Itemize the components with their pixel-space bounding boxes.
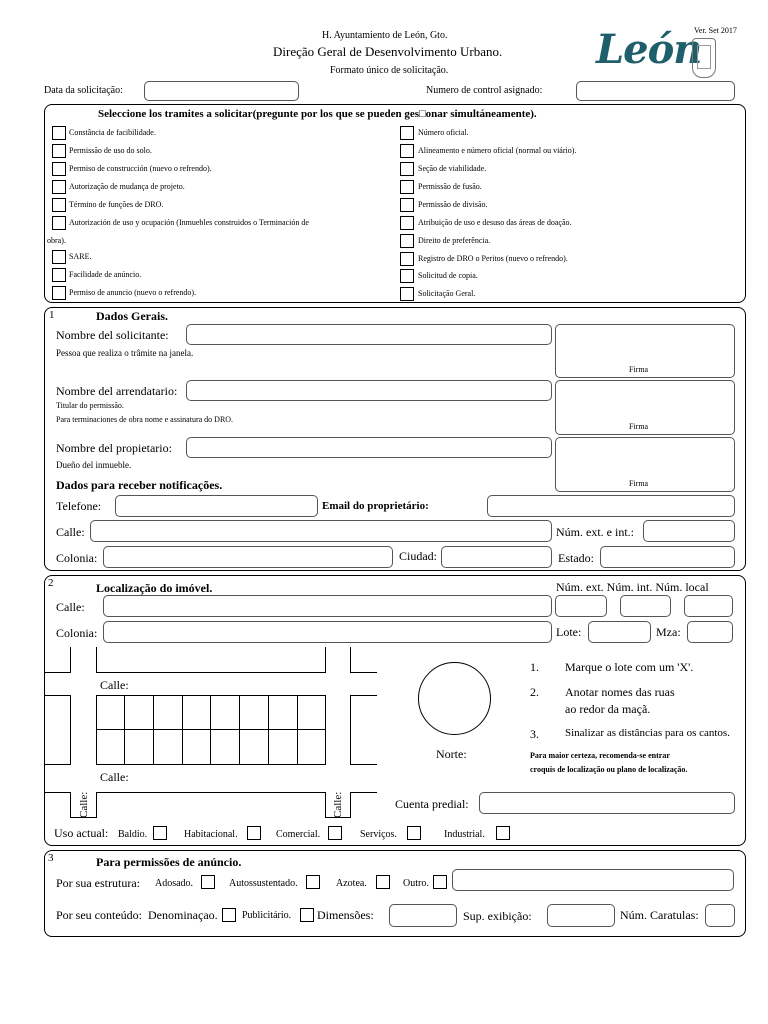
- version-label: Ver. Set 2017: [694, 26, 737, 35]
- tramite-label: Registro de DRO o Peritos (nuevo o refrendo).: [418, 254, 568, 263]
- instr-2a: Anotar nomes das ruas: [565, 685, 675, 699]
- tramite-checkbox[interactable]: [52, 268, 66, 282]
- tramite-label: Permissão de fusão.: [418, 182, 482, 191]
- caratulas-input[interactable]: [705, 904, 735, 927]
- azotea-checkbox[interactable]: [376, 875, 390, 889]
- tramite-checkbox[interactable]: [400, 162, 414, 176]
- colonia-input[interactable]: [103, 546, 393, 568]
- loc-num-local-input[interactable]: [684, 595, 733, 617]
- arrendatario-note1: Titular do permissão.: [56, 401, 124, 410]
- adosado-checkbox[interactable]: [201, 875, 215, 889]
- loc-calle-label: Calle:: [56, 600, 85, 614]
- tramite-label: Facilidade de anúncio.: [69, 270, 142, 279]
- outro-checkbox[interactable]: [433, 875, 447, 889]
- arrendatario-note2: Para terminaciones de obra nome e assinatura do DRO.: [56, 415, 234, 424]
- loc-num-int-input[interactable]: [620, 595, 671, 617]
- tramite-label: Seção de viabilidade.: [418, 164, 487, 173]
- contenido-label: Por seu conteúdo:: [56, 908, 142, 922]
- instr-2-num: 2.: [530, 685, 539, 699]
- dimensoes-label: Dimensões:: [317, 908, 374, 922]
- firma-label: Firma: [629, 422, 649, 431]
- estructura-option-label: Outro.: [403, 878, 429, 889]
- tramite-checkbox[interactable]: [52, 162, 66, 176]
- tramites-title: Seleccione los tramites a solicitar(pregunte por los que se pueden ges□onar simultáneamente).: [98, 108, 537, 120]
- estructura-label: Por sua estrutura:: [56, 876, 140, 890]
- loc-calle-input[interactable]: [103, 595, 552, 617]
- calle-label: Calle:: [56, 525, 85, 539]
- tramite-checkbox[interactable]: [52, 216, 66, 230]
- firma-label: Firma: [629, 365, 649, 374]
- leon-logo: León: [596, 26, 702, 73]
- denominacao-label: Denominaçao.: [148, 908, 218, 922]
- tramite-checkbox[interactable]: [400, 216, 414, 230]
- arrendatario-input[interactable]: [186, 380, 552, 401]
- section1-title: Dados Gerais.: [96, 309, 168, 323]
- norte-label: Norte:: [436, 747, 467, 761]
- num-ext-int-label: Núm. ext. e int.:: [556, 525, 634, 539]
- tramite-checkbox[interactable]: [400, 198, 414, 212]
- tramite-checkbox[interactable]: [400, 287, 414, 301]
- tramite-checkbox[interactable]: [400, 180, 414, 194]
- tramite-checkbox[interactable]: [400, 252, 414, 266]
- tramite-label: Solicitud de copia.: [418, 271, 478, 280]
- firma-label: Firma: [629, 479, 649, 488]
- tramite-label: Número oficial.: [418, 128, 469, 137]
- section2-title: Localização do imóvel.: [96, 581, 213, 595]
- header-line1: H. Ayuntamiento de León, Gto.: [322, 30, 448, 41]
- instr-1: Marque o lote com um 'X'.: [565, 660, 694, 674]
- north-compass-circle[interactable]: [418, 662, 491, 735]
- uso-comercial-checkbox[interactable]: [328, 826, 342, 840]
- date-label: Data da solicitação:: [44, 85, 123, 96]
- colonia-label: Colonia:: [56, 551, 98, 565]
- tramite-label-cont: obra).: [47, 236, 66, 245]
- tramite-label: Permissão de uso do solo.: [69, 146, 152, 155]
- section3-number: 3: [48, 852, 54, 864]
- notif-title: Dados para receber notificações.: [56, 478, 223, 492]
- dimensoes-input[interactable]: [389, 904, 457, 927]
- section1-number: 1: [49, 309, 55, 321]
- autossustentado-checkbox[interactable]: [306, 875, 320, 889]
- lote-label: Lote:: [556, 625, 582, 639]
- propietario-note: Dueño del inmueble.: [56, 460, 132, 470]
- tramite-label: Solicitação Geral.: [418, 289, 476, 298]
- outro-input[interactable]: [452, 869, 734, 891]
- tramite-checkbox[interactable]: [400, 144, 414, 158]
- uso-habitacional-checkbox[interactable]: [247, 826, 261, 840]
- estado-input[interactable]: [600, 546, 735, 568]
- arrendatario-label: Nombre del arrendatario:: [56, 384, 178, 398]
- tramite-checkbox[interactable]: [52, 180, 66, 194]
- calle-input[interactable]: [90, 520, 552, 542]
- control-number-input[interactable]: [576, 81, 735, 101]
- email-label: Email do proprietário:: [322, 500, 429, 512]
- instr-3-num: 3.: [530, 727, 539, 741]
- tramite-label: Permiso de anuncio (nuevo o refrendo).: [69, 288, 197, 297]
- tramite-label: Autorização de mudança de projeto.: [69, 182, 185, 191]
- uso-servicos-checkbox[interactable]: [407, 826, 421, 840]
- uso-baldio-checkbox[interactable]: [153, 826, 167, 840]
- instr-2b: ao redor da maçã.: [565, 702, 651, 716]
- estado-label: Estado:: [558, 551, 594, 565]
- telefone-input[interactable]: [115, 495, 318, 517]
- tramite-label: Autorización de uso y ocupación (Inmuebles construidos o Terminación de: [69, 218, 309, 227]
- email-input[interactable]: [487, 495, 735, 517]
- map-calle-right: Calle:: [332, 791, 344, 818]
- estructura-option-label: Adosado.: [155, 878, 194, 889]
- loc-num-ext-input[interactable]: [555, 595, 607, 617]
- uso-option-label: Baldio.: [118, 829, 148, 840]
- instr-1-num: 1.: [530, 660, 539, 674]
- propietario-label: Nombre del propietario:: [56, 441, 172, 455]
- tramite-checkbox[interactable]: [400, 126, 414, 140]
- uso-option-label: Industrial.: [444, 829, 485, 840]
- ciudad-input[interactable]: [441, 546, 552, 568]
- estructura-option-label: Azotea.: [336, 878, 367, 889]
- tramite-label: Atribuição de uso e desuso das áreas de doação.: [418, 218, 572, 227]
- tramite-label: Permiso de construcción (nuevo o refrendo).: [69, 164, 212, 173]
- publicitario-checkbox[interactable]: [300, 908, 314, 922]
- tramite-checkbox[interactable]: [52, 144, 66, 158]
- map-calle-top: Calle:: [100, 678, 129, 692]
- tramite-label: Direito de preferência.: [418, 236, 491, 245]
- sup-exibicao-label: Sup. exibição:: [463, 909, 532, 923]
- date-input[interactable]: [144, 81, 299, 101]
- tramite-label: Permissão de divisão.: [418, 200, 488, 209]
- tramite-label: Término de funções de DRO.: [69, 200, 164, 209]
- map-calle-bottom: Calle:: [100, 770, 129, 784]
- tramite-checkbox[interactable]: [52, 286, 66, 300]
- tramite-checkbox[interactable]: [52, 198, 66, 212]
- mza-label: Mza:: [656, 625, 681, 639]
- section2-number: 2: [48, 577, 54, 589]
- section3-title: Para permissões de anúncio.: [96, 855, 242, 869]
- tramite-label: Constância de facibilidade.: [69, 128, 156, 137]
- tramite-checkbox[interactable]: [400, 234, 414, 248]
- cuenta-predial-label: Cuenta predial:: [395, 797, 469, 811]
- coat-of-arms-icon: [692, 38, 716, 78]
- caratulas-label: Núm. Caratulas:: [620, 908, 699, 922]
- uso-option-label: Habitacional.: [184, 829, 238, 840]
- loc-colonia-label: Colonia:: [56, 626, 98, 640]
- uso-option-label: Comercial.: [276, 829, 321, 840]
- uso-industrial-checkbox[interactable]: [496, 826, 510, 840]
- tramite-label: SARE.: [69, 252, 92, 261]
- tramite-label: Alineamento e número oficial (normal ou viário).: [418, 146, 577, 155]
- header-line2: Direção Geral de Desenvolvimento Urbano.: [273, 44, 503, 59]
- solicitante-note: Pessoa que realiza o trâmite na janela.: [56, 348, 194, 358]
- denominacao-checkbox[interactable]: [222, 908, 236, 922]
- tramite-checkbox[interactable]: [400, 269, 414, 283]
- loc-colonia-input[interactable]: [103, 621, 552, 643]
- estructura-option-label: Autossustentado.: [229, 878, 298, 889]
- solicitante-input[interactable]: [186, 324, 552, 345]
- num-header: Núm. ext. Núm. int. Núm. local: [556, 580, 709, 594]
- header-line3: Formato único de solicitação.: [330, 65, 449, 76]
- propietario-input[interactable]: [186, 437, 552, 458]
- uso-option-label: Serviços.: [360, 829, 397, 840]
- num-ext-int-input[interactable]: [643, 520, 735, 542]
- telefone-label: Telefone:: [56, 499, 102, 513]
- publicitario-label: Publicitário.: [242, 910, 292, 921]
- control-number-label: Numero de control asignado:: [426, 85, 543, 96]
- instr-3: Sinalizar as distâncias para os cantos.: [565, 727, 730, 739]
- croquis-note2: croquis de localização ou plano de localização.: [530, 765, 688, 774]
- solicitante-label: Nombre del solicitante:: [56, 328, 169, 342]
- lote-input[interactable]: [588, 621, 651, 643]
- map-calle-left: Calle:: [78, 791, 90, 818]
- cuenta-predial-input[interactable]: [479, 792, 735, 814]
- mza-input[interactable]: [687, 621, 733, 643]
- tramite-checkbox[interactable]: [52, 126, 66, 140]
- ciudad-label: Ciudad:: [399, 549, 437, 563]
- sup-exibicao-input[interactable]: [547, 904, 615, 927]
- croquis-note1: Para maior certeza, recomenda-se entrar: [530, 751, 670, 760]
- uso-actual-label: Uso actual:: [54, 826, 109, 840]
- tramite-checkbox[interactable]: [52, 250, 66, 264]
